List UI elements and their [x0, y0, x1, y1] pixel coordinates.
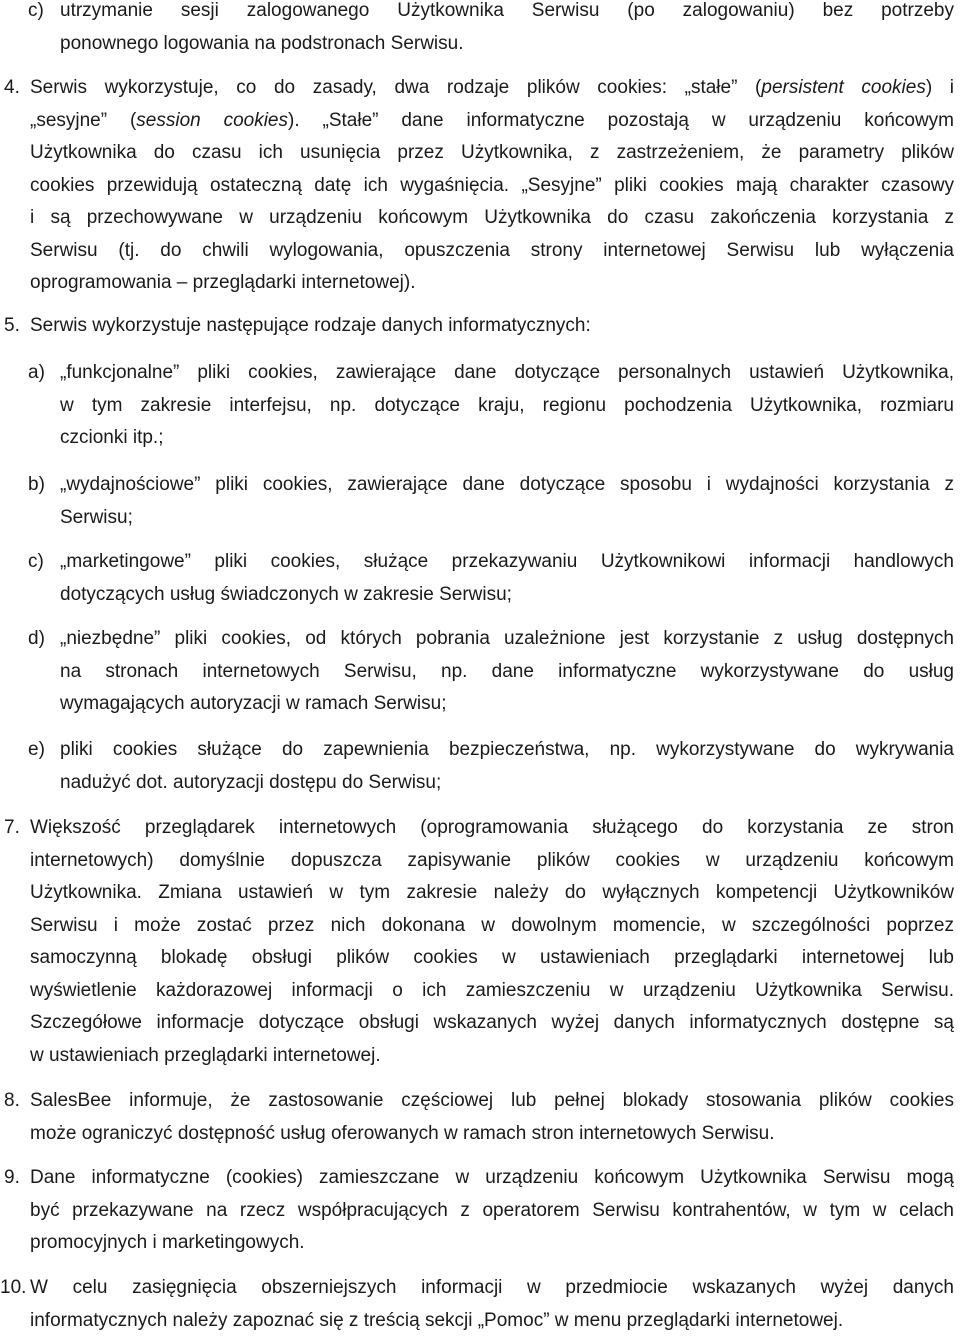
- paragraph-line: samoczynną blokadę obsługi plików cookies w ustawieniach przeglądarki internetowej lub: [30, 947, 954, 968]
- paragraph-line: nadużyć dot. autoryzacji dostępu do Serwisu;: [60, 771, 442, 793]
- paragraph-line: utrzymanie sesji zalogowanego Użytkownika Serwisu (po zalogowaniu) bez potrzeby: [60, 0, 954, 21]
- paragraph-line: „funkcjonalne” pliki cookies, zawierające dane dotyczące personalnych ustawień Użytkownika,: [60, 362, 954, 383]
- item-number: 9.: [4, 1167, 20, 1188]
- paragraph-line: może ograniczyć dostępność usług oferowanych w ramach stron internetowych Serwisu.: [30, 1122, 775, 1144]
- paragraph-4: [0, 72, 954, 300]
- paragraph-line: Użytkownika. Zmiana ustawień w tym zakresie należy do wyłącznych kompetencji Użytkowników: [30, 882, 954, 903]
- item-number: 7.: [4, 817, 20, 838]
- paragraph-line: wymagających autoryzacji w ramach Serwisu;: [60, 693, 447, 714]
- paragraph-line: Dane informatyczne (cookies) zamieszczane w urządzeniu końcowym Użytkownika Serwisu mogą: [30, 1167, 954, 1188]
- paragraph-line: Serwisu (tj. do chwili wylogowania, opuszczenia strony internetowej Serwisu lub wyłączenia: [30, 239, 954, 261]
- item-marker: c): [28, 0, 44, 21]
- paragraph-8: [0, 1085, 954, 1150]
- paragraph-line: Serwis wykorzystuje, co do zasady, dwa rodzaje plików cookies: „stałe” (persistent cookies) i: [30, 77, 954, 98]
- list-item-a-functional: [0, 357, 954, 455]
- paragraph-line: wyświetlenie każdorazowej informacji o ich zamieszczeniu w urządzeniu Użytkownika Serwisu.: [30, 979, 954, 1001]
- paragraph-line: informatycznych należy zapoznać się z treścią sekcji „Pomoc” w menu przeglądarki internetowej.: [30, 1309, 844, 1331]
- paragraph-line: cookies przewidują ostateczną datę ich wygaśnięcia. „Sesyjne” pliki cookies mają charakter czasowy: [30, 174, 954, 196]
- paragraph-line: „wydajnościowe” pliki cookies, zawierające dane dotyczące sposobu i wydajności korzystania z: [60, 474, 954, 495]
- paragraph-line: Szczegółowe informacje dotyczące obsługi wskazanych wyżej danych informatycznych dostępne są: [30, 1012, 954, 1033]
- paragraph-line: promocyjnych i marketingowych.: [30, 1232, 305, 1253]
- paragraph-line: oprogramowania – przeglądarki internetowej).: [30, 272, 416, 293]
- paragraph-line: Większość przeglądarek internetowych (oprogramowania służącego do korzystania ze stron: [30, 817, 954, 838]
- item-marker: e): [28, 739, 45, 760]
- list-item-c-sessions: [0, 0, 954, 60]
- paragraph-line: w ustawieniach przeglądarki internetowej.: [30, 1044, 381, 1066]
- item-number: 10.: [0, 1277, 27, 1298]
- paragraph-line: na stronach internetowych Serwisu, np. dane informatyczne wykorzystywane do usług: [60, 660, 954, 682]
- item-marker: d): [28, 628, 45, 649]
- paragraph-line: dotyczących usług świadczonych w zakresie Serwisu;: [60, 583, 512, 605]
- paragraph-line: Serwisu;: [60, 506, 133, 528]
- paragraph-5: [0, 310, 954, 343]
- paragraph-line: „sesyjne” (session cookies). „Stałe” dane informatyczne pozostają w urządzeniu końcowym: [30, 109, 954, 131]
- paragraph-7: [0, 812, 954, 1072]
- paragraph-line: być przekazywane na rzecz współpracujących z operatorem Serwisu kontrahentów, w tym w celach: [30, 1199, 954, 1221]
- paragraph-line: ponownego logowania na podstronach Serwisu.: [60, 32, 464, 54]
- paragraph-line: „marketingowe” pliki cookies, służące przekazywaniu Użytkownikowi informacji handlowych: [60, 551, 954, 572]
- list-item-b-performance: [0, 469, 954, 534]
- item-number: 5.: [4, 315, 20, 336]
- paragraph-line: w tym zakresie interfejsu, np. dotyczące kraju, regionu pochodzenia Użytkownika, rozmiaru: [60, 394, 954, 416]
- item-marker: c): [28, 551, 44, 572]
- item-marker: a): [28, 362, 45, 383]
- list-item-d-necessary: [0, 623, 954, 721]
- paragraph-line: W celu zasięgnięcia obszerniejszych informacji w przedmiocie wskazanych wyżej danych: [30, 1277, 954, 1298]
- paragraph-line: czcionki itp.;: [60, 427, 164, 448]
- list-item-c-marketing: [0, 546, 954, 611]
- list-item-e-security: [0, 734, 954, 799]
- paragraph-9: [0, 1162, 954, 1260]
- paragraph-line: internetowych) domyślnie dopuszcza zapisywanie plików cookies w urządzeniu końcowym: [30, 849, 954, 871]
- paragraph-line: Serwis wykorzystuje następujące rodzaje danych informatycznych:: [30, 315, 591, 336]
- paragraph-line: i są przechowywane w urządzeniu końcowym Użytkownika do czasu zakończenia korzystania z: [30, 207, 954, 228]
- paragraph-10: [0, 1272, 954, 1337]
- paragraph-line: „niezbędne” pliki cookies, od których pobrania uzależnione jest korzystanie z usług dostępnych: [60, 628, 954, 649]
- paragraph-line: Użytkownika do czasu ich usunięcia przez Użytkownika, z zastrzeżeniem, że parametry plików: [30, 142, 954, 163]
- item-marker: b): [28, 474, 45, 495]
- paragraph-line: Serwisu i może zostać przez nich dokonana w dowolnym momencie, w szczególności poprzez: [30, 914, 954, 936]
- paragraph-line: SalesBee informuje, że zastosowanie częściowej lub pełnej blokady stosowania plików cookies: [30, 1090, 954, 1111]
- item-number: 8.: [4, 1090, 20, 1111]
- paragraph-line: pliki cookies służące do zapewnienia bezpieczeństwa, np. wykorzystywane do wykrywania: [60, 739, 954, 760]
- item-number: 4.: [4, 77, 20, 98]
